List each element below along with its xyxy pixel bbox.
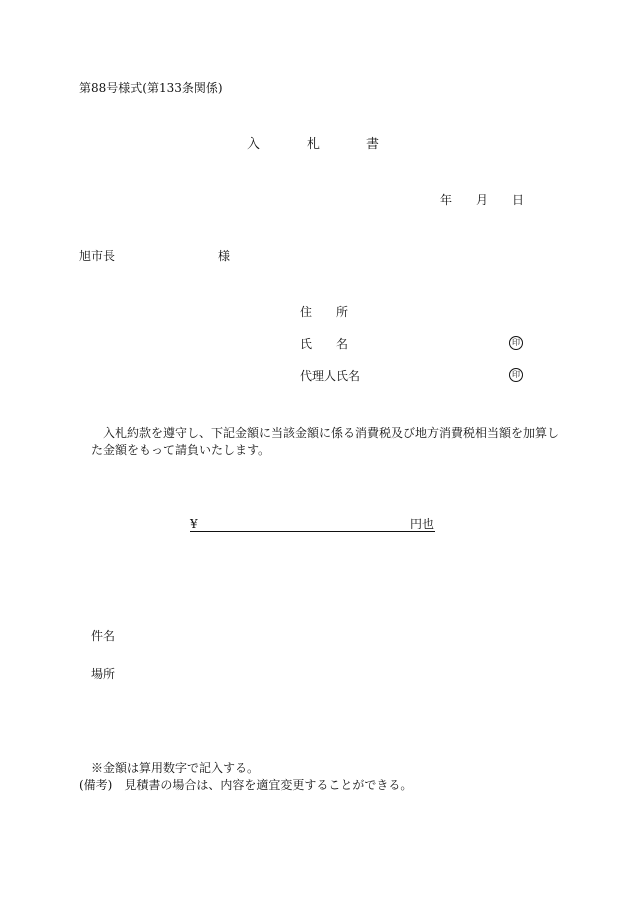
- body-line-1: 入札約款を遵守し、下記金額に当該金額に係る消費税及び地方消費税相当額を加算し: [103, 426, 560, 440]
- title-char-1: 入: [247, 137, 261, 152]
- body-line-2: た金額をもって請負いたします。: [91, 443, 271, 457]
- location-label: 場所: [91, 667, 116, 681]
- address-label-char-2: 所: [336, 305, 349, 319]
- title-char-2: 札: [307, 137, 321, 152]
- subject-label: 件名: [91, 629, 116, 643]
- title-char-3: 書: [366, 137, 380, 152]
- amount-note: ※金額は算用数字で記入する。: [91, 761, 260, 775]
- form-number: 第88号様式(第133条関係): [79, 81, 223, 95]
- addressee-name: 旭市長: [79, 249, 116, 263]
- currency-symbol: ¥: [190, 517, 198, 531]
- amount-suffix: 円也: [410, 517, 435, 531]
- date-year-label: 年: [440, 193, 453, 207]
- agent-name-label: 代理人氏名: [300, 369, 361, 383]
- date-month-label: 月: [476, 193, 489, 207]
- remark-note: (備考) 見積書の場合は、内容を適宜変更することができる。: [79, 778, 413, 792]
- amount-underline: [190, 531, 435, 532]
- addressee-honorific: 様: [218, 249, 231, 263]
- seal-mark-icon: 印: [509, 336, 523, 350]
- name-label-char-2: 名: [336, 337, 349, 351]
- date-day-label: 日: [512, 193, 525, 207]
- address-label-char-1: 住: [300, 305, 313, 319]
- name-label-char-1: 氏: [300, 337, 313, 351]
- seal-mark-icon-agent: 印: [509, 368, 523, 382]
